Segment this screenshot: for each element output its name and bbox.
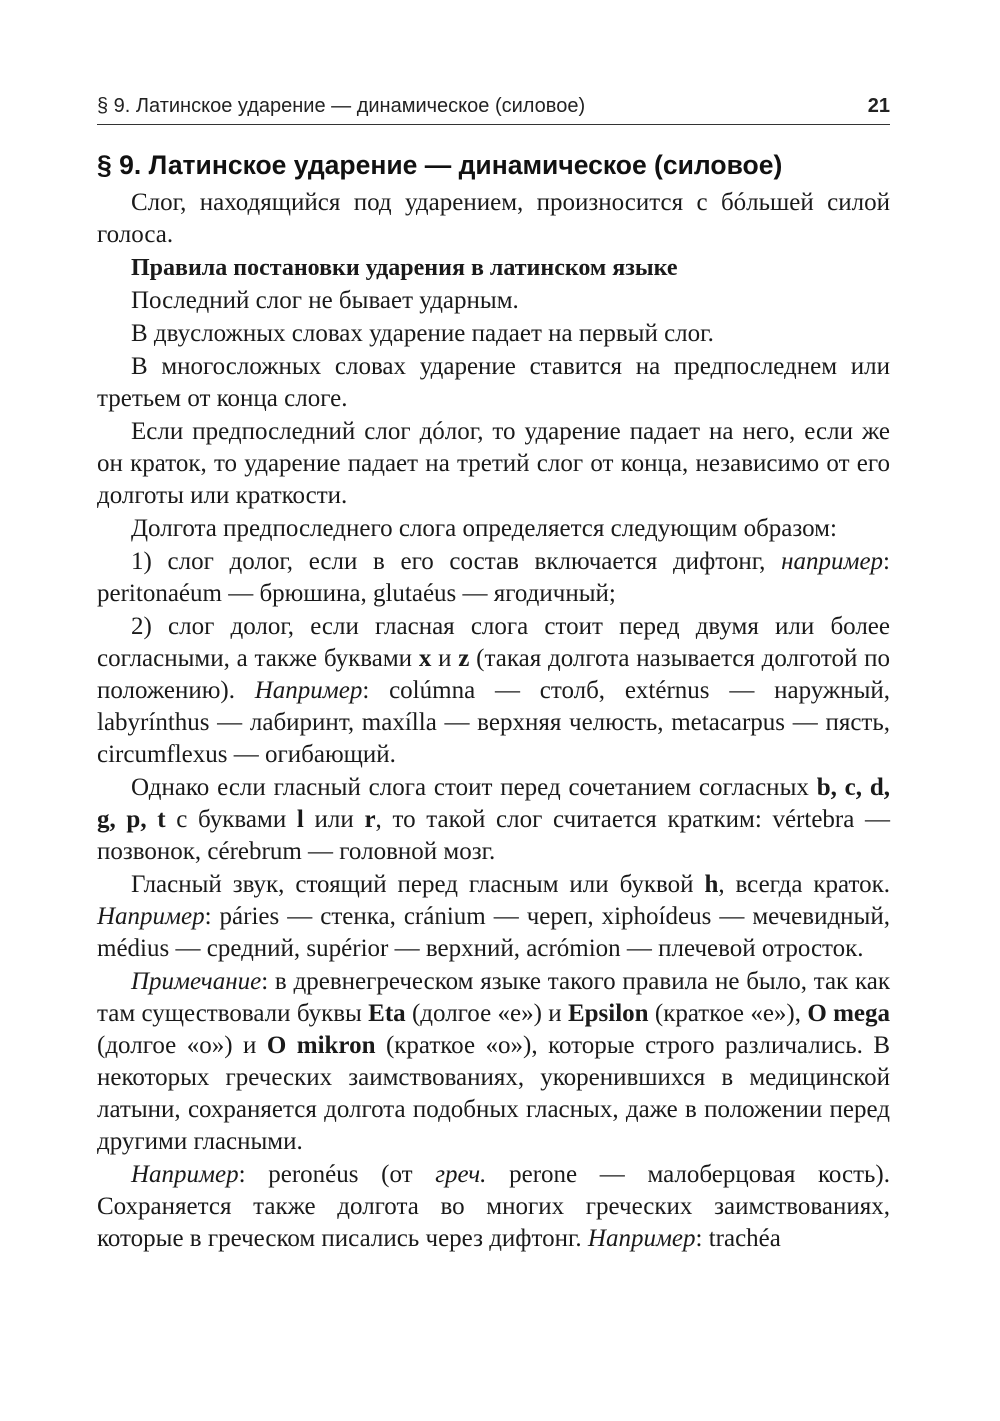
- paragraph-rule-last-syllable: Последний слог не бывает ударным.: [131, 287, 519, 314]
- rules-subheading: Правила постановки ударения в латинском языке: [131, 255, 678, 281]
- body-text: [97, 187, 890, 1256]
- paragraph-rule-penultimate: Если предпоследний слог дóлог, то ударение падает на него, если же он краток, то ударение падает на третий слог от конца, независимо от его долготы или краткости.: [97, 418, 890, 509]
- paragraph-note: Примечание: в древнегреческом языке такого правила не было, так как там существовали буквы Eta (долгое «е») и Epsilon (краткое «е»), O mega (долгое «о») и O mikron (краткое «о»), которые строго различались. В некоторых греческих заимствованиях, укоренившихся в медицинской латыни, сохраняется долгота подобных гласных, даже в положении перед другими гласными.: [97, 968, 890, 1155]
- paragraph-rule-disyllabic: В двусложных словах ударение падает на первый слог.: [131, 320, 714, 347]
- running-title: § 9. Латинское ударение — динамическое (силовое): [97, 95, 586, 117]
- running-header: [97, 92, 890, 125]
- paragraph-intro: Слог, находящийся под ударением, произносится с бóльшей силой голоса.: [97, 189, 890, 248]
- paragraph-muta-cum-liquida: Однако если гласный слога стоит перед сочетанием согласных b, c, d, g, p, t с буквами l или r, то такой слог считается кратким: vértebra — позвонок, cérebrum — головной мозг.: [97, 774, 891, 865]
- paragraph-diphthong-rule: 1) слог долог, если в его состав включается дифтонг, например: peritonaéum — брюшина, glutaéus — ягодичный;: [97, 548, 890, 607]
- page-number: 21: [867, 95, 890, 117]
- paragraph-greek-examples: Например: peronéus (от греч. perone — малоберцовая кость). Сохраняется также долгота во многих греческих заимствованиях, которые в греческом писались через дифтонг. Например: trachéa: [97, 1161, 890, 1252]
- paragraph-rule-polysyllabic: В многосложных словах ударение ставится на предпоследнем или третьем от конца слоге.: [97, 353, 890, 412]
- paragraph-vowel-before-vowel: Гласный звук, стоящий перед гласным или буквой h, всегда краток. Например: páries — стенка, cránium — череп, xiphoídeus — мечевидный, médius — средний, supérior — верхний, acrómion — плечевой отросток.: [97, 871, 890, 962]
- paragraph-length-intro: Долгота предпоследнего слога определяется следующим образом:: [131, 515, 837, 542]
- paragraph-position-rule: 2) слог долог, если гласная слога стоит перед двумя или более согласными, а также буквами x и z (такая долгота называется долготой по положению). Например: colúmna — столб, extérnus — наружный, labyrínthus — лабиринт, maxílla — верхняя челюсть, metacarpus — пясть, circumflexus — огибающий.: [97, 613, 890, 768]
- section-title: § 9. Латинское ударение — динамическое (силовое): [97, 150, 783, 180]
